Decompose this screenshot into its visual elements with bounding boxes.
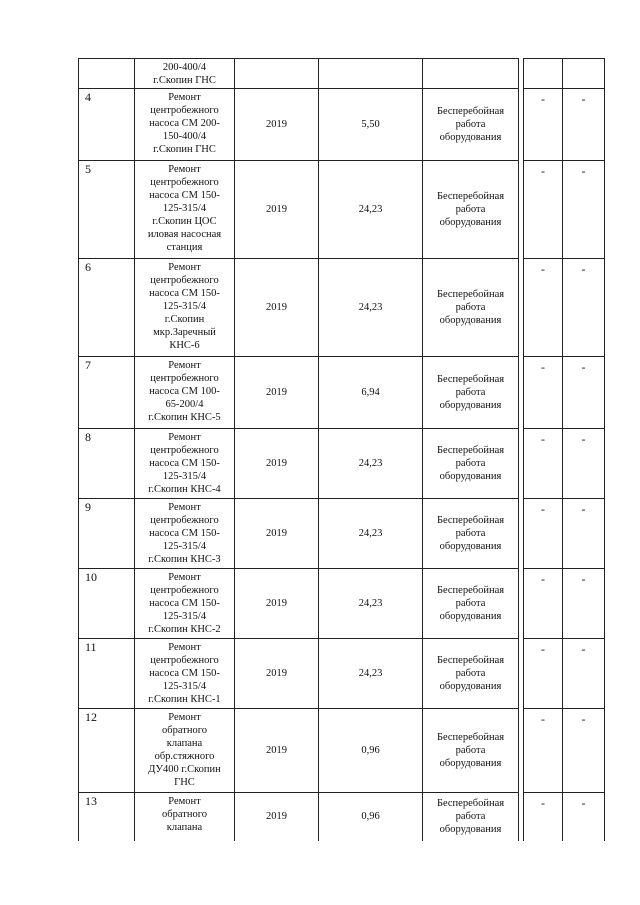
work-name-line: центробежного [150,105,219,116]
expected-result-line: оборудования [439,681,502,692]
expected-result-line: работа [455,302,486,313]
expected-result-line: Бесперебойная [436,374,505,385]
table-row [79,569,605,639]
work-name [135,161,235,259]
work-name-line: 125-315/4 [162,471,207,482]
expected-result-line: работа [455,745,486,756]
expected-result-line: оборудования [439,471,502,482]
indicator-before: - [524,709,563,793]
work-name-line: г.Скопин КНС-2 [148,624,221,635]
expected-result-line: работа [455,598,486,609]
expected-result-line: оборудования [439,824,502,836]
indicator-after: - [563,793,605,841]
work-name [135,569,235,639]
work-name-line: Ремонт [168,796,201,807]
work-name-line: 65-200/4 [165,399,204,410]
work-name-line: 125-315/4 [162,541,207,552]
work-name [135,639,235,709]
expected-result-line: работа [455,204,486,215]
work-name-line: насоса СМ 150- [149,528,220,539]
work-name-line: обратного [162,809,207,820]
expected-result [423,639,519,709]
row-number: 8 [79,429,135,499]
table-row [79,639,605,709]
expected-result [423,259,519,357]
work-name-line: 125-315/4 [162,611,207,622]
table-row [79,793,605,841]
expected-result-line: работа [455,387,486,398]
work-year [235,59,319,89]
table-row [79,429,605,499]
expected-result [423,161,519,259]
row-number [79,59,135,89]
expected-result-line: Бесперебойная [436,732,505,743]
indicator-before: - [524,259,563,357]
work-name [135,429,235,499]
expected-result-line: Бесперебойная [436,798,505,810]
work-name-line: г.Скопин ЦОС [152,216,217,227]
work-name-line: обр.стяжного [154,751,215,762]
work-year: 2019 [235,429,319,499]
work-cost: 0,96 [319,793,423,841]
indicator-before: - [524,569,563,639]
table-row [79,259,605,357]
expected-result [423,89,519,161]
work-name-line: Ремонт [168,572,201,583]
work-name-line: Ремонт [168,712,201,723]
work-year: 2019 [235,793,319,841]
work-name-line: центробежного [150,445,219,456]
row-number: 9 [79,499,135,569]
work-cost: 24,23 [319,259,423,357]
work-name-line: г.Скопин КНС-1 [148,694,221,705]
indicator-before: - [524,89,563,161]
row-number: 5 [79,161,135,259]
work-name-line: 200-400/4 [162,62,207,73]
work-name-line: 125-315/4 [162,681,207,692]
work-name-line: Ремонт [168,262,201,273]
expected-result-line: работа [455,811,486,823]
work-name [135,357,235,429]
work-year: 2019 [235,357,319,429]
work-name-line: насоса СМ 200- [149,118,220,129]
work-name-line: клапана [166,822,203,833]
work-name-line: центробежного [150,515,219,526]
row-number: 13 [79,793,135,841]
work-name [135,89,235,161]
work-name-line: центробежного [150,585,219,596]
work-year: 2019 [235,569,319,639]
row-number: 7 [79,357,135,429]
indicator-after [563,59,605,89]
work-name-line: г.Скопин КНС-4 [148,484,221,495]
expected-result-line: оборудования [439,758,502,769]
work-name-line: Ремонт [168,164,201,175]
work-name-line: г.Скопин КНС-5 [148,412,221,423]
table-body [79,59,605,841]
work-name-line: центробежного [150,373,219,384]
indicator-before: - [524,429,563,499]
work-name-line: иловая насосная [147,229,222,240]
work-cost: 24,23 [319,499,423,569]
work-name-line: г.Скопин ГНС [153,144,216,155]
work-year: 2019 [235,161,319,259]
indicator-after: - [563,89,605,161]
expected-result-line: оборудования [439,400,502,411]
work-cost: 24,23 [319,161,423,259]
expected-result-line: оборудования [439,132,502,143]
work-name [135,259,235,357]
work-name [135,499,235,569]
work-year: 2019 [235,89,319,161]
work-name-line: ГНС [174,777,195,788]
expected-result [423,59,519,89]
indicator-after: - [563,161,605,259]
row-number: 6 [79,259,135,357]
expected-result-line: работа [455,528,486,539]
work-name [135,793,235,841]
work-name-line: станция [166,242,203,253]
work-year: 2019 [235,499,319,569]
work-name-line: мкр.Заречный [153,327,216,338]
indicator-after: - [563,429,605,499]
expected-result-line: Бесперебойная [436,515,505,526]
expected-result-line: оборудования [439,541,502,552]
indicator-after: - [563,569,605,639]
work-name-line: центробежного [150,275,219,286]
work-name-line: центробежного [150,655,219,666]
work-name-line: насоса СМ 150- [149,288,220,299]
indicator-after: - [563,499,605,569]
work-cost: 24,23 [319,639,423,709]
table-row [79,499,605,569]
work-name-line: г.Скопин ГНС [153,75,216,86]
expected-result-line: работа [455,119,486,130]
work-name-line: Ремонт [168,92,201,103]
work-name-line: Ремонт [168,502,201,513]
expected-result-line: Бесперебойная [436,445,505,456]
indicator-before: - [524,639,563,709]
work-cost: 0,96 [319,709,423,793]
work-name [135,59,235,89]
work-name-line: Ремонт [168,432,201,443]
work-name-line: насоса СМ 150- [149,190,220,201]
work-name-line: ДУ400 г.Скопин [148,764,221,775]
works-table [78,58,605,841]
work-name-line: насоса СМ 150- [149,668,220,679]
table-row [79,357,605,429]
work-year: 2019 [235,639,319,709]
row-number: 11 [79,639,135,709]
work-name-line: г.Скопин [164,314,205,325]
work-name-line: 125-315/4 [162,301,207,312]
expected-result-line: оборудования [439,315,502,326]
expected-result [423,429,519,499]
expected-result [423,709,519,793]
work-name-line: клапана [166,738,203,749]
work-year: 2019 [235,259,319,357]
expected-result-line: работа [455,458,486,469]
work-year: 2019 [235,709,319,793]
expected-result [423,499,519,569]
row-number: 12 [79,709,135,793]
indicator-before: - [524,793,563,841]
work-cost: 5,50 [319,89,423,161]
table-row [79,709,605,793]
table-row [79,161,605,259]
work-name-line: центробежного [150,177,219,188]
indicator-before: - [524,161,563,259]
work-cost: 24,23 [319,429,423,499]
indicator-before: - [524,357,563,429]
work-name-line: насоса СМ 150- [149,458,220,469]
work-name-line: обратного [162,725,207,736]
indicator-after: - [563,357,605,429]
work-name [135,709,235,793]
expected-result-line: оборудования [439,611,502,622]
expected-result-line: оборудования [439,217,502,228]
expected-result-line: работа [455,668,486,679]
table-row [79,89,605,161]
work-name-line: насоса СМ 100- [149,386,220,397]
indicator-before [524,59,563,89]
work-name-line: 125-315/4 [162,203,207,214]
expected-result-line: Бесперебойная [436,289,505,300]
work-cost: 24,23 [319,569,423,639]
expected-result-line: Бесперебойная [436,191,505,202]
table-row [79,59,605,89]
work-name-line: насоса СМ 150- [149,598,220,609]
work-cost [319,59,423,89]
expected-result [423,569,519,639]
work-cost: 6,94 [319,357,423,429]
row-number: 4 [79,89,135,161]
work-name-line: г.Скопин КНС-3 [148,554,221,565]
work-name-line: КНС-6 [169,340,200,351]
work-name-line: Ремонт [168,360,201,371]
indicator-after: - [563,259,605,357]
expected-result [423,357,519,429]
indicator-before: - [524,499,563,569]
expected-result-line: Бесперебойная [436,106,505,117]
expected-result-line: Бесперебойная [436,585,505,596]
work-name-line: 150-400/4 [162,131,207,142]
indicator-after: - [563,639,605,709]
expected-result [423,793,519,841]
indicator-after: - [563,709,605,793]
expected-result-line: Бесперебойная [436,655,505,666]
row-number: 10 [79,569,135,639]
work-name-line: Ремонт [168,642,201,653]
